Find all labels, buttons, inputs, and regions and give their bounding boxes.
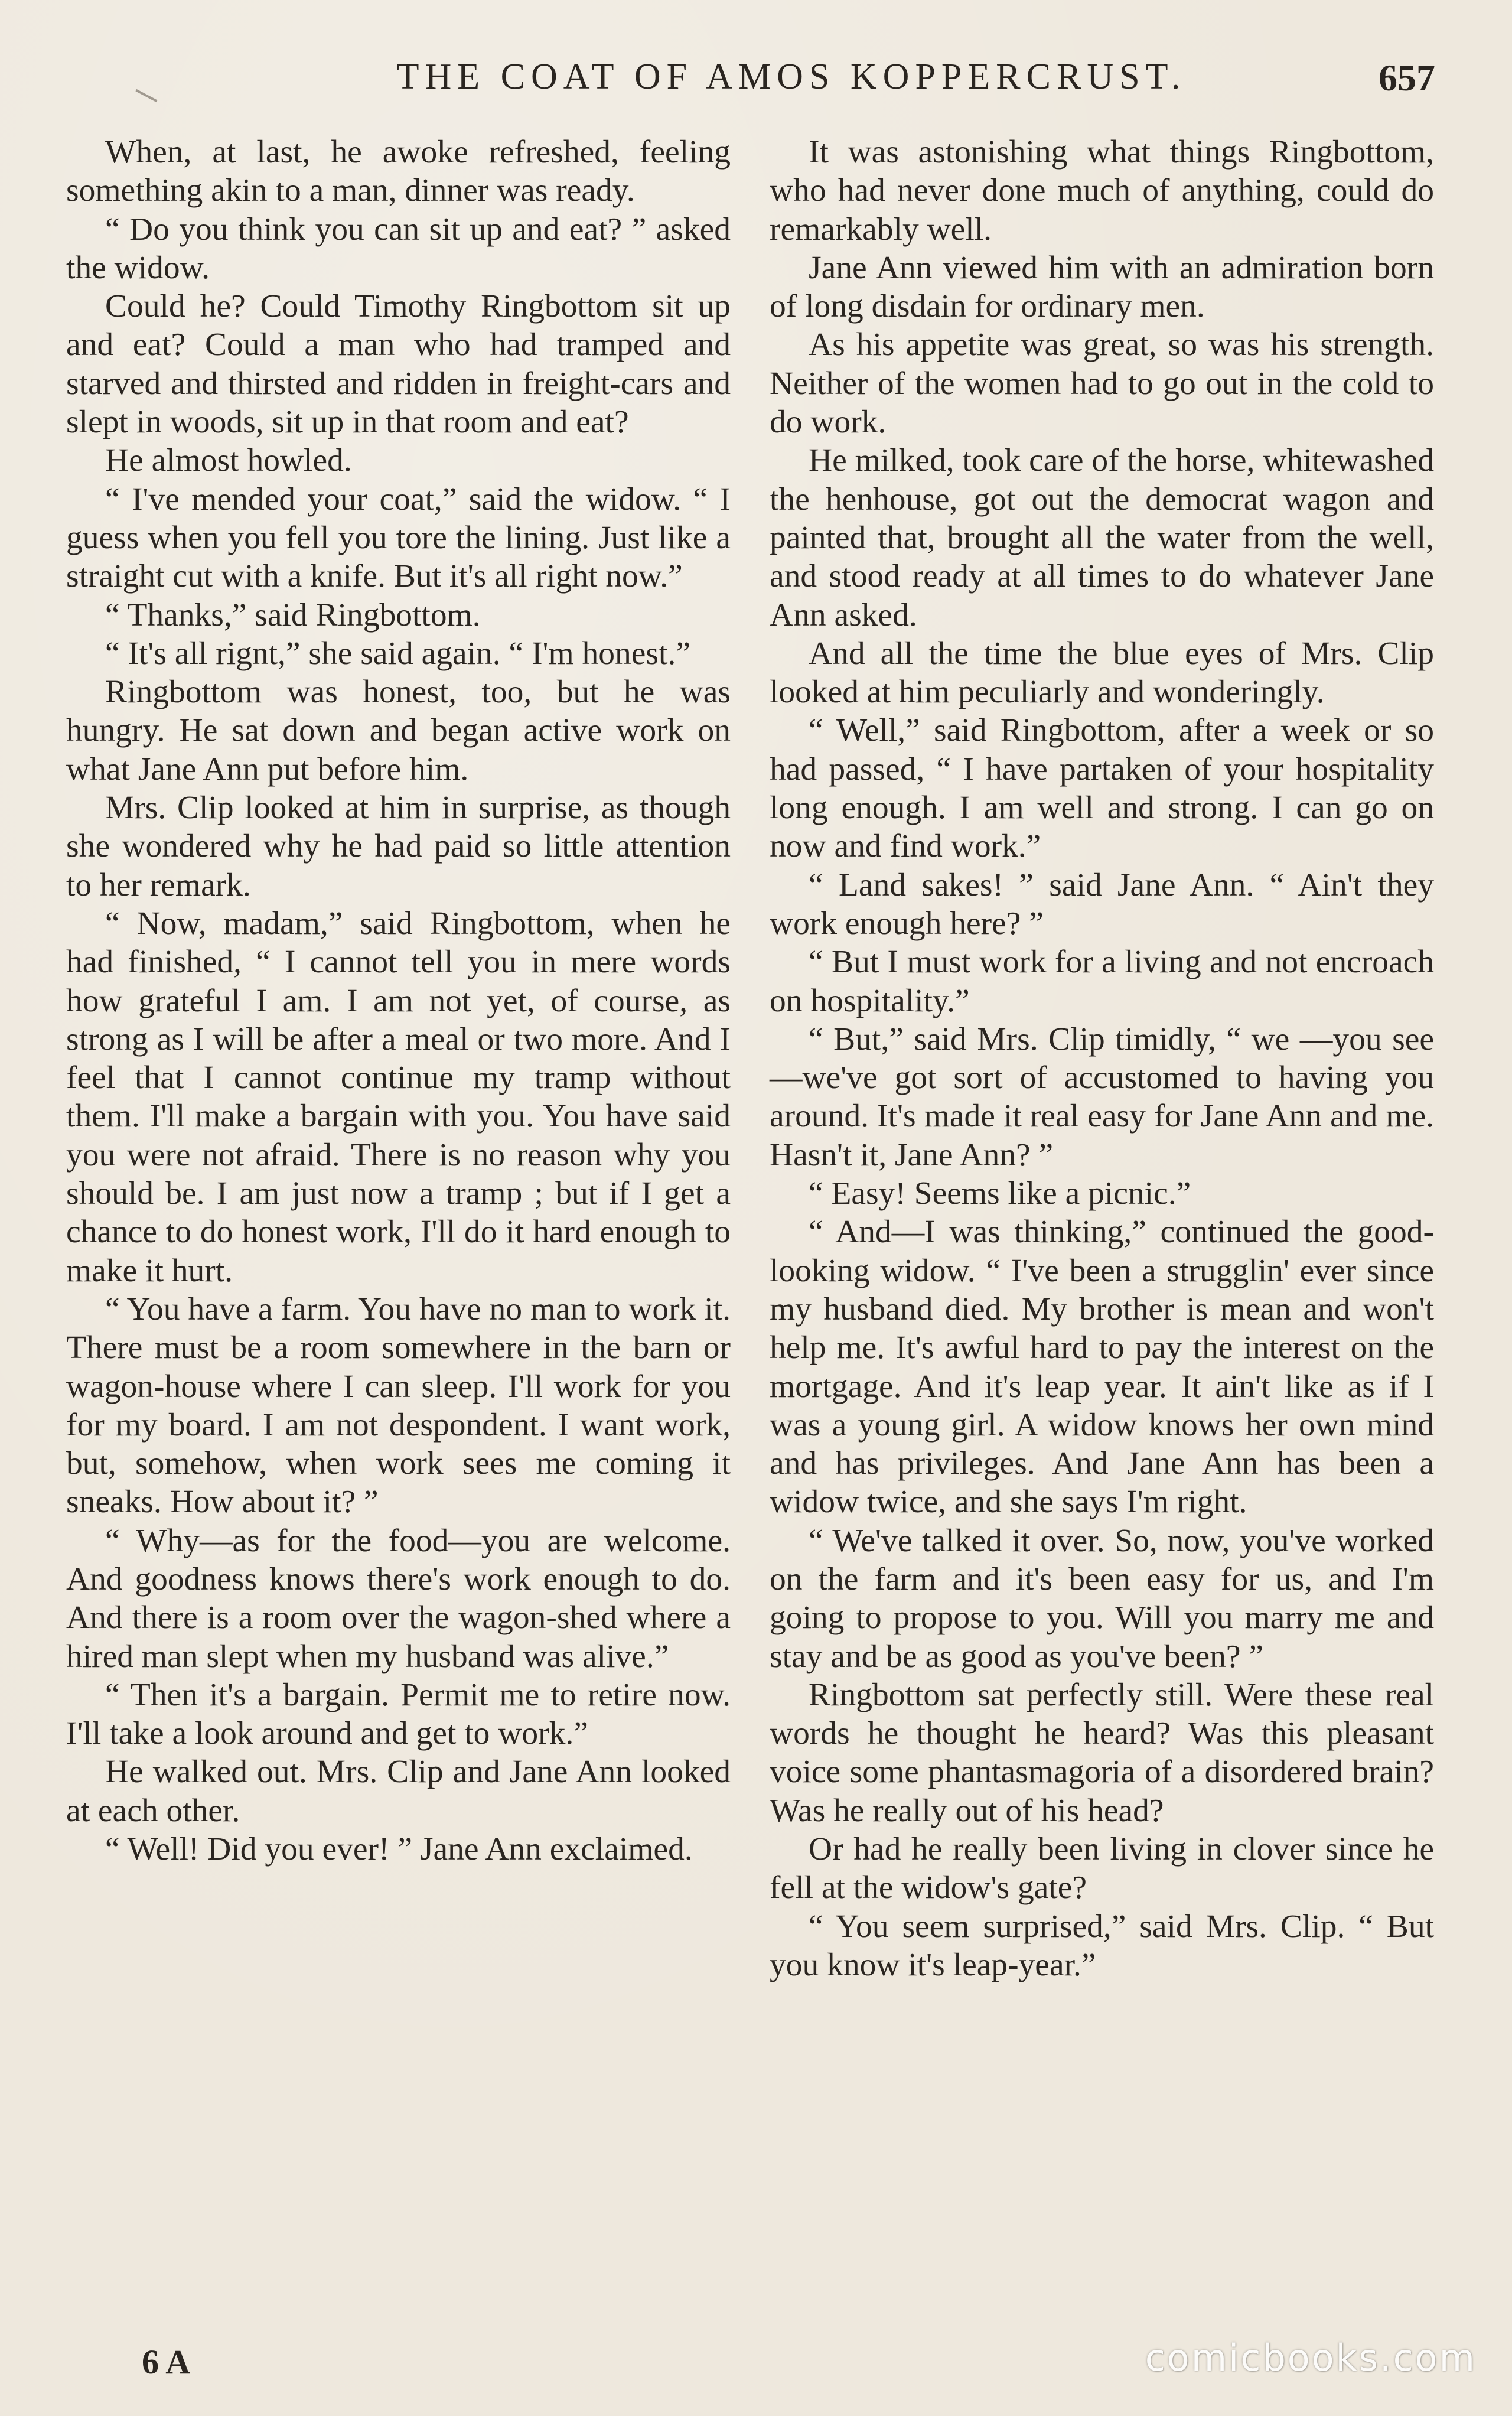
paragraph: “ Why—as for the food—you are welcome. And goodness knows there's work enough to do. And there is a room over the wagon-shed where a hired man slept when my husband was alive.” (66, 1522, 731, 1675)
paragraph: “ But I must work for a living and not encroach on hospitality.” (770, 944, 1434, 1019)
paragraph: He almost howled. (105, 442, 352, 479)
paragraph: “ Land sakes! ” said Jane Ann. “ Ain't they work enough here? ” (770, 867, 1434, 942)
paragraph: Jane Ann viewed him with an admiration born of long disdain for ordinary men. (770, 249, 1434, 325)
paragraph: Could he? Could Timothy Ringbottom sit up and eat? Could a man who had tramped and starved and thirsted and ridden in freight-cars and slept in woods, sit up in that room and eat? (66, 288, 731, 441)
paragraph: “ But,” said Mrs. Clip timidly, “ we —you see—we've got sort of accustomed to having you around. It's made it real easy for Jane Ann and me. Hasn't it, Jane Ann? ” (770, 1021, 1434, 1173)
paragraph: “ You have a farm. You have no man to work it. There must be a room somewhere in the barn or wagon-house where I can sleep. I'll work for you for my board. I am not despondent. I want work, but, somehow, when work sees me coming it sneaks. How about it? ” (66, 1291, 731, 1520)
paragraph: Ringbottom was honest, too, but he was hungry. He sat down and began active work on what Jane Ann put before him. (66, 674, 731, 787)
paragraph: “ You seem surprised,” said Mrs. Clip. “ But you know it's leap-year.” (770, 1908, 1434, 1983)
paragraph: “ Then it's a bargain. Permit me to retire now. I'll take a look around and get to work.” (66, 1676, 731, 1752)
paragraph: Ringbottom sat perfectly still. Were these real words he thought he heard? Was this pleasant voice some phantasmagoria of a disordered brain? Was he really out of his head? (770, 1676, 1434, 1829)
paragraph: “ And—I was thinking,” continued the good-looking widow. “ I've been a strugglin' ever since my husband died. My brother is mean and won't help me. It's awful hard to pay the interest on the mortgage. And it's leap year. It ain't like as if I was a young girl. A widow knows her own mind and has privileges. And Jane Ann has been a widow twice, and she says I'm right. (770, 1214, 1434, 1520)
paragraph: As his appetite was great, so was his strength. Neither of the women had to go out in the cold to do work. (770, 327, 1434, 441)
paragraph: Mrs. Clip looked at him in surprise, as though she wondered why he had paid so little attention to her remark. (66, 790, 731, 903)
paragraph: “ Do you think you can sit up and eat? ” asked the widow. (66, 211, 731, 286)
running-title: THE COAT OF AMOS KOPPERCRUST. (396, 57, 1187, 97)
paragraph: When, at last, he awoke refreshed, feeling something akin to a man, dinner was ready. (66, 134, 731, 209)
right-column (770, 133, 1434, 1984)
paragraph: “ Now, madam,” said Ringbottom, when he had finished, “ I cannot tell you in mere words how grateful I am. I am not yet, of course, as strong as I will be after a meal or two more. And I feel that I cannot continue my tramp without them. I'll make a bargain with you. You have said you were not afraid. There is no reason why you should be. I am just now a tramp ; but if I get a chance to do honest work, I'll do it hard enough to make it hurt. (66, 905, 731, 1289)
paragraph: “ I've mended your coat,” said the widow. “ I guess when you fell you tore the lining. Just like a straight cut with a knife. But it's all right now.” (66, 481, 731, 595)
paragraph: “ Thanks,” said Ringbottom. (105, 597, 481, 633)
watermark: comicbooks.com (1145, 2336, 1477, 2379)
left-column (66, 133, 731, 1868)
paragraph: “ We've talked it over. So, now, you've worked on the farm and it's been easy for us, and I'm going to propose to you. Will you marry me and stay and be as good as you've been? ” (770, 1522, 1434, 1675)
page-number: 657 (1379, 57, 1435, 99)
paragraph: Or had he really been living in clover since he fell at the widow's gate? (770, 1831, 1434, 1906)
paragraph: “ Easy! Seems like a picnic.” (809, 1176, 1191, 1212)
paragraph: He walked out. Mrs. Clip and Jane Ann looked at each other. (66, 1754, 731, 1829)
paragraph: “ It's all rignt,” she said again. “ I'm honest.” (105, 635, 690, 672)
paragraph: He milked, took care of the horse, whitewashed the henhouse, got out the democrat wagon and painted that, brought all the water from the well, and stood ready at all times to do whatever Jane Ann asked. (770, 442, 1434, 633)
signature-mark: 6 A (142, 2343, 191, 2381)
paragraph: And all the time the blue eyes of Mrs. Clip looked at him peculiarly and wonderingly. (770, 635, 1434, 711)
running-header (65, 56, 1447, 103)
paragraph: “ Well,” said Ringbottom, after a week or so had passed, “ I have partaken of your hospitality long enough. I am well and strong. I can go on now and find work.” (770, 712, 1434, 865)
paragraph: It was astonishing what things Ringbottom, who had never done much of anything, could do remarkably well. (770, 134, 1434, 248)
paragraph: “ Well! Did you ever! ” Jane Ann exclaimed. (105, 1831, 693, 1868)
